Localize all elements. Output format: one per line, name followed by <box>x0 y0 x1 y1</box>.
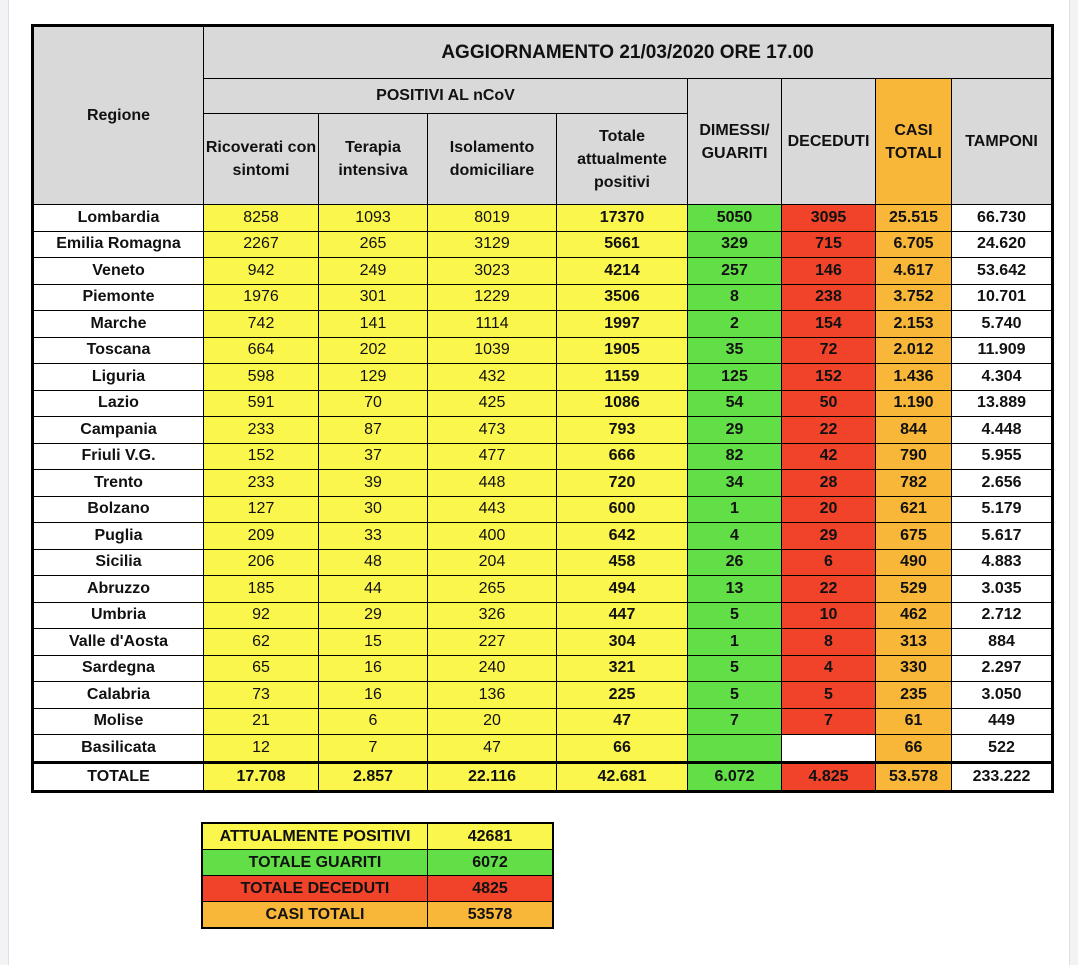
tests-cell: 2.712 <box>952 602 1053 629</box>
table-row <box>33 735 1053 763</box>
deaths-cell: 715 <box>782 231 876 258</box>
recovered-header: DIMESSI/ GUARITI <box>688 79 782 205</box>
tests-cell: 13.889 <box>952 390 1053 417</box>
summary-value: 4825 <box>428 876 554 902</box>
region-name-cell: Emilia Romagna <box>33 231 204 258</box>
total-cases-header: CASI TOTALI <box>876 79 952 205</box>
hospitalized-cell: 21 <box>204 708 319 735</box>
current-positives-cell: 666 <box>557 443 688 470</box>
hospitalized-cell: 185 <box>204 576 319 603</box>
hospitalized-cell: 233 <box>204 417 319 444</box>
recovered-cell: 4 <box>688 523 782 550</box>
table-row <box>33 231 1053 258</box>
current-positives-cell: 642 <box>557 523 688 550</box>
intensive-care-cell: 30 <box>319 496 428 523</box>
table-row <box>33 205 1053 232</box>
hospitalized-cell: 591 <box>204 390 319 417</box>
total-cases-cell: 790 <box>876 443 952 470</box>
tests-cell: 4.883 <box>952 549 1053 576</box>
current-positives-header: Totale attualmente positivi <box>557 114 688 205</box>
region-name-cell: Toscana <box>33 337 204 364</box>
intensive-care-cell: 48 <box>319 549 428 576</box>
summary-value: 53578 <box>428 902 554 929</box>
region-name-cell: Puglia <box>33 523 204 550</box>
home-isolation-cell: 204 <box>428 549 557 576</box>
total-deaths: 4.825 <box>782 762 876 791</box>
intensive-care-cell: 141 <box>319 311 428 338</box>
total-cases-cell: 1.190 <box>876 390 952 417</box>
current-positives-cell: 5661 <box>557 231 688 258</box>
table-row <box>33 390 1053 417</box>
tests-cell: 449 <box>952 708 1053 735</box>
table-row <box>33 496 1053 523</box>
deaths-cell: 20 <box>782 496 876 523</box>
recovered-cell: 7 <box>688 708 782 735</box>
current-positives-cell: 458 <box>557 549 688 576</box>
intensive-care-cell: 7 <box>319 735 428 763</box>
current-positives-cell: 225 <box>557 682 688 709</box>
current-positives-cell: 600 <box>557 496 688 523</box>
intensive-care-cell: 70 <box>319 390 428 417</box>
summary-value: 6072 <box>428 850 554 876</box>
recovered-cell: 5 <box>688 682 782 709</box>
region-name-cell: Umbria <box>33 602 204 629</box>
tests-cell: 66.730 <box>952 205 1053 232</box>
right-page-edge <box>1069 0 1078 965</box>
table-row <box>33 602 1053 629</box>
region-name-cell: Molise <box>33 708 204 735</box>
region-name-cell: Calabria <box>33 682 204 709</box>
deaths-cell: 28 <box>782 470 876 497</box>
tests-cell: 884 <box>952 629 1053 656</box>
tests-cell: 24.620 <box>952 231 1053 258</box>
home-isolation-cell: 3129 <box>428 231 557 258</box>
summary-label: CASI TOTALI <box>202 902 428 929</box>
recovered-cell: 35 <box>688 337 782 364</box>
total-cases-cell: 490 <box>876 549 952 576</box>
deaths-cell: 4 <box>782 655 876 682</box>
recovered-cell: 29 <box>688 417 782 444</box>
home-isolation-header: Isolamento domiciliare <box>428 114 557 205</box>
summary-row <box>202 902 553 929</box>
current-positives-cell: 447 <box>557 602 688 629</box>
region-name-cell: Campania <box>33 417 204 444</box>
home-isolation-cell: 473 <box>428 417 557 444</box>
total-cases-cell: 844 <box>876 417 952 444</box>
current-positives-cell: 3506 <box>557 284 688 311</box>
deaths-cell: 3095 <box>782 205 876 232</box>
home-isolation-cell: 265 <box>428 576 557 603</box>
region-name-cell: Sicilia <box>33 549 204 576</box>
tests-cell: 5.179 <box>952 496 1053 523</box>
region-name-cell: Piemonte <box>33 284 204 311</box>
total-current-positives: 42.681 <box>557 762 688 791</box>
hospitalized-cell: 942 <box>204 258 319 285</box>
hospitalized-cell: 127 <box>204 496 319 523</box>
total-label: TOTALE <box>33 762 204 791</box>
current-positives-cell: 1086 <box>557 390 688 417</box>
table-row <box>33 549 1053 576</box>
region-name-cell: Basilicata <box>33 735 204 763</box>
total-recovered: 6.072 <box>688 762 782 791</box>
positive-group-header: POSITIVI AL nCoV <box>204 79 688 114</box>
recovered-cell: 329 <box>688 231 782 258</box>
hospitalized-cell: 92 <box>204 602 319 629</box>
home-isolation-cell: 20 <box>428 708 557 735</box>
table-row <box>33 258 1053 285</box>
hospitalized-header: Ricoverati con sintomi <box>204 114 319 205</box>
intensive-care-cell: 1093 <box>319 205 428 232</box>
table-row <box>33 629 1053 656</box>
home-isolation-cell: 326 <box>428 602 557 629</box>
table-row <box>33 655 1053 682</box>
intensive-care-cell: 33 <box>319 523 428 550</box>
deaths-cell: 22 <box>782 417 876 444</box>
current-positives-cell: 793 <box>557 417 688 444</box>
region-name-cell: Valle d'Aosta <box>33 629 204 656</box>
deaths-cell: 152 <box>782 364 876 391</box>
summary-label: TOTALE GUARITI <box>202 850 428 876</box>
current-positives-cell: 1997 <box>557 311 688 338</box>
region-name-cell: Liguria <box>33 364 204 391</box>
summary-row <box>202 850 553 876</box>
total-cases-cell: 621 <box>876 496 952 523</box>
intensive-care-cell: 39 <box>319 470 428 497</box>
deaths-cell: 22 <box>782 576 876 603</box>
hospitalized-cell: 65 <box>204 655 319 682</box>
deaths-cell: 5 <box>782 682 876 709</box>
table-row <box>33 364 1053 391</box>
region-name-cell: Bolzano <box>33 496 204 523</box>
summary-value: 42681 <box>428 823 554 850</box>
total-cases-cell: 2.153 <box>876 311 952 338</box>
total-cases-cell: 6.705 <box>876 231 952 258</box>
tests-cell: 2.297 <box>952 655 1053 682</box>
recovered-cell: 26 <box>688 549 782 576</box>
region-name-cell: Abruzzo <box>33 576 204 603</box>
intensive-care-cell: 249 <box>319 258 428 285</box>
total-intensive-care: 2.857 <box>319 762 428 791</box>
intensive-care-cell: 202 <box>319 337 428 364</box>
summary-label: TOTALE DECEDUTI <box>202 876 428 902</box>
recovered-cell: 5 <box>688 602 782 629</box>
total-tests: 233.222 <box>952 762 1053 791</box>
intensive-care-cell: 37 <box>319 443 428 470</box>
deaths-cell: 10 <box>782 602 876 629</box>
current-positives-cell: 1159 <box>557 364 688 391</box>
table-row <box>33 682 1053 709</box>
recovered-cell: 125 <box>688 364 782 391</box>
intensive-care-header: Terapia intensiva <box>319 114 428 205</box>
table-row <box>33 708 1053 735</box>
home-isolation-cell: 136 <box>428 682 557 709</box>
deaths-cell <box>782 735 876 763</box>
total-cases-cell: 529 <box>876 576 952 603</box>
total-cases-cell: 61 <box>876 708 952 735</box>
deaths-cell: 238 <box>782 284 876 311</box>
region-name-cell: Marche <box>33 311 204 338</box>
total-cases-cell: 4.617 <box>876 258 952 285</box>
home-isolation-cell: 400 <box>428 523 557 550</box>
current-positives-cell: 17370 <box>557 205 688 232</box>
tests-cell: 2.656 <box>952 470 1053 497</box>
recovered-cell <box>688 735 782 763</box>
intensive-care-cell: 87 <box>319 417 428 444</box>
update-banner: AGGIORNAMENTO 21/03/2020 ORE 17.00 <box>204 26 1053 79</box>
table-row <box>33 417 1053 444</box>
tests-header: TAMPONI <box>952 79 1053 205</box>
region-name-cell: Trento <box>33 470 204 497</box>
hospitalized-cell: 742 <box>204 311 319 338</box>
region-name-cell: Lombardia <box>33 205 204 232</box>
home-isolation-cell: 477 <box>428 443 557 470</box>
home-isolation-cell: 443 <box>428 496 557 523</box>
total-cases-cell: 675 <box>876 523 952 550</box>
total-cases-cell: 1.436 <box>876 364 952 391</box>
table-row <box>33 443 1053 470</box>
recovered-cell: 13 <box>688 576 782 603</box>
home-isolation-cell: 3023 <box>428 258 557 285</box>
total-cases-cell: 3.752 <box>876 284 952 311</box>
table-row <box>33 470 1053 497</box>
hospitalized-cell: 2267 <box>204 231 319 258</box>
intensive-care-cell: 44 <box>319 576 428 603</box>
home-isolation-cell: 1039 <box>428 337 557 364</box>
current-positives-cell: 1905 <box>557 337 688 364</box>
current-positives-cell: 47 <box>557 708 688 735</box>
deaths-cell: 7 <box>782 708 876 735</box>
hospitalized-cell: 152 <box>204 443 319 470</box>
summary-label: ATTUALMENTE POSITIVI <box>202 823 428 850</box>
intensive-care-cell: 265 <box>319 231 428 258</box>
total-home-isolation: 22.116 <box>428 762 557 791</box>
home-isolation-cell: 448 <box>428 470 557 497</box>
summary-row <box>202 876 553 902</box>
recovered-cell: 8 <box>688 284 782 311</box>
table-row <box>33 523 1053 550</box>
total-row <box>33 762 1053 791</box>
total-cases-cell: 330 <box>876 655 952 682</box>
table-row <box>33 576 1053 603</box>
tests-cell: 5.955 <box>952 443 1053 470</box>
current-positives-cell: 720 <box>557 470 688 497</box>
recovered-cell: 1 <box>688 496 782 523</box>
tests-cell: 11.909 <box>952 337 1053 364</box>
intensive-care-cell: 16 <box>319 682 428 709</box>
home-isolation-cell: 240 <box>428 655 557 682</box>
total-cases-cell: 782 <box>876 470 952 497</box>
tests-cell: 10.701 <box>952 284 1053 311</box>
deaths-cell: 72 <box>782 337 876 364</box>
current-positives-cell: 4214 <box>557 258 688 285</box>
total-cases: 53.578 <box>876 762 952 791</box>
left-page-edge <box>0 0 9 965</box>
home-isolation-cell: 432 <box>428 364 557 391</box>
hospitalized-cell: 8258 <box>204 205 319 232</box>
deaths-header: DECEDUTI <box>782 79 876 205</box>
recovered-cell: 34 <box>688 470 782 497</box>
hospitalized-cell: 664 <box>204 337 319 364</box>
total-cases-cell: 462 <box>876 602 952 629</box>
region-name-cell: Lazio <box>33 390 204 417</box>
tests-cell: 5.740 <box>952 311 1053 338</box>
tests-cell: 4.448 <box>952 417 1053 444</box>
regional-covid-table <box>31 24 1054 793</box>
tests-cell: 4.304 <box>952 364 1053 391</box>
hospitalized-cell: 233 <box>204 470 319 497</box>
intensive-care-cell: 301 <box>319 284 428 311</box>
intensive-care-cell: 15 <box>319 629 428 656</box>
deaths-cell: 8 <box>782 629 876 656</box>
home-isolation-cell: 1114 <box>428 311 557 338</box>
region-header: Regione <box>33 26 204 205</box>
summary-table <box>201 822 554 929</box>
hospitalized-cell: 1976 <box>204 284 319 311</box>
intensive-care-cell: 29 <box>319 602 428 629</box>
home-isolation-cell: 1229 <box>428 284 557 311</box>
deaths-cell: 146 <box>782 258 876 285</box>
deaths-cell: 42 <box>782 443 876 470</box>
recovered-cell: 82 <box>688 443 782 470</box>
recovered-cell: 54 <box>688 390 782 417</box>
deaths-cell: 6 <box>782 549 876 576</box>
deaths-cell: 29 <box>782 523 876 550</box>
tests-cell: 522 <box>952 735 1053 763</box>
intensive-care-cell: 6 <box>319 708 428 735</box>
total-cases-cell: 313 <box>876 629 952 656</box>
current-positives-cell: 66 <box>557 735 688 763</box>
recovered-cell: 2 <box>688 311 782 338</box>
tests-cell: 53.642 <box>952 258 1053 285</box>
deaths-cell: 50 <box>782 390 876 417</box>
region-name-cell: Veneto <box>33 258 204 285</box>
recovered-cell: 1 <box>688 629 782 656</box>
home-isolation-cell: 8019 <box>428 205 557 232</box>
region-rows <box>33 205 1053 763</box>
home-isolation-cell: 425 <box>428 390 557 417</box>
deaths-cell: 154 <box>782 311 876 338</box>
home-isolation-cell: 227 <box>428 629 557 656</box>
home-isolation-cell: 47 <box>428 735 557 763</box>
total-cases-cell: 25.515 <box>876 205 952 232</box>
recovered-cell: 257 <box>688 258 782 285</box>
table-row <box>33 337 1053 364</box>
tests-cell: 3.035 <box>952 576 1053 603</box>
tests-cell: 3.050 <box>952 682 1053 709</box>
hospitalized-cell: 62 <box>204 629 319 656</box>
hospitalized-cell: 73 <box>204 682 319 709</box>
current-positives-cell: 321 <box>557 655 688 682</box>
hospitalized-cell: 12 <box>204 735 319 763</box>
summary-row <box>202 823 553 850</box>
total-cases-cell: 235 <box>876 682 952 709</box>
total-hospitalized: 17.708 <box>204 762 319 791</box>
intensive-care-cell: 16 <box>319 655 428 682</box>
current-positives-cell: 304 <box>557 629 688 656</box>
tests-cell: 5.617 <box>952 523 1053 550</box>
recovered-cell: 5 <box>688 655 782 682</box>
table-row <box>33 284 1053 311</box>
total-cases-cell: 66 <box>876 735 952 763</box>
total-cases-cell: 2.012 <box>876 337 952 364</box>
region-name-cell: Friuli V.G. <box>33 443 204 470</box>
current-positives-cell: 494 <box>557 576 688 603</box>
region-name-cell: Sardegna <box>33 655 204 682</box>
table-row <box>33 311 1053 338</box>
recovered-cell: 5050 <box>688 205 782 232</box>
hospitalized-cell: 209 <box>204 523 319 550</box>
intensive-care-cell: 129 <box>319 364 428 391</box>
hospitalized-cell: 598 <box>204 364 319 391</box>
hospitalized-cell: 206 <box>204 549 319 576</box>
